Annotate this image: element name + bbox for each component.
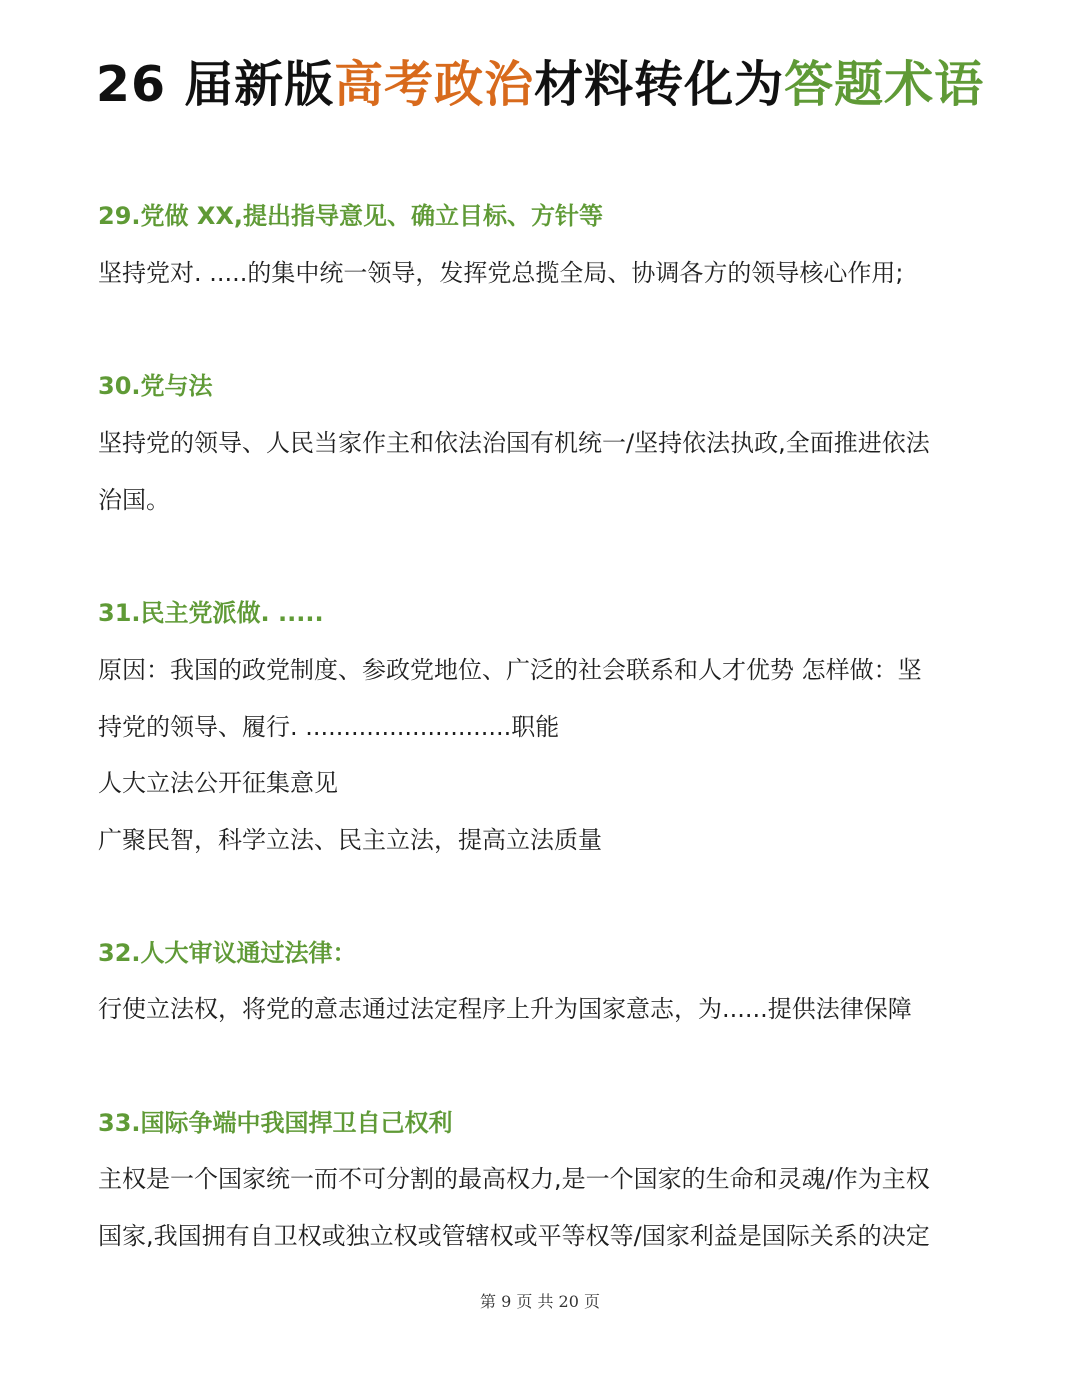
section-33-line-2: 国家,我国拥有自卫权或独立权或管辖权或平等权等/国家利益是国际关系的决定 — [98, 1222, 930, 1250]
section-32-line-1: 行使立法权，将党的意志通过法定程序上升为国家意志，为......提供法律保障 — [98, 995, 912, 1023]
section-31-line-3: 人大立法公开征集意见 — [98, 769, 338, 797]
section-29-heading: 29.党做 XX,提出指导意见、确立目标、方针等 — [98, 202, 603, 230]
section-31-line-4: 广聚民智，科学立法、民主立法，提高立法质量 — [98, 826, 602, 854]
page-footer: 第 9 页 共 20 页 — [480, 1292, 600, 1311]
title-part-3: 材料转化为 — [534, 56, 785, 113]
section-33-line-1: 主权是一个国家统一而不可分割的最高权力,是一个国家的生命和灵魂/作为主权 — [98, 1165, 930, 1193]
section-30-heading: 30.党与法 — [98, 372, 213, 400]
section-31-line-2: 持党的领导、履行. ...........................职能 — [98, 713, 560, 741]
title-part-1: 26 届新版 — [95, 56, 335, 113]
section-32-heading: 32.人大审议通过法律： — [98, 939, 357, 967]
section-31-heading: 31.民主党派做. ..... — [98, 599, 324, 627]
section-30-line-2: 治国。 — [98, 486, 170, 514]
section-30-line-1: 坚持党的领导、人民当家作主和依法治国有机统一/坚持依法执政,全面推进依法 — [98, 429, 930, 457]
section-33-heading: 33.国际争端中我国捍卫自己权利 — [98, 1109, 453, 1137]
title-part-4: 答题术语 — [784, 56, 985, 113]
title-part-2: 高考政治 — [334, 56, 535, 113]
section-29-line-1: 坚持党对. .....的集中统一领导，发挥党总揽全局、协调各方的领导核心作用; — [98, 259, 904, 287]
page-title — [0, 50, 1080, 120]
section-31-line-1: 原因：我国的政党制度、参政党地位、广泛的社会联系和人才优势 怎样做：坚 — [98, 656, 922, 684]
